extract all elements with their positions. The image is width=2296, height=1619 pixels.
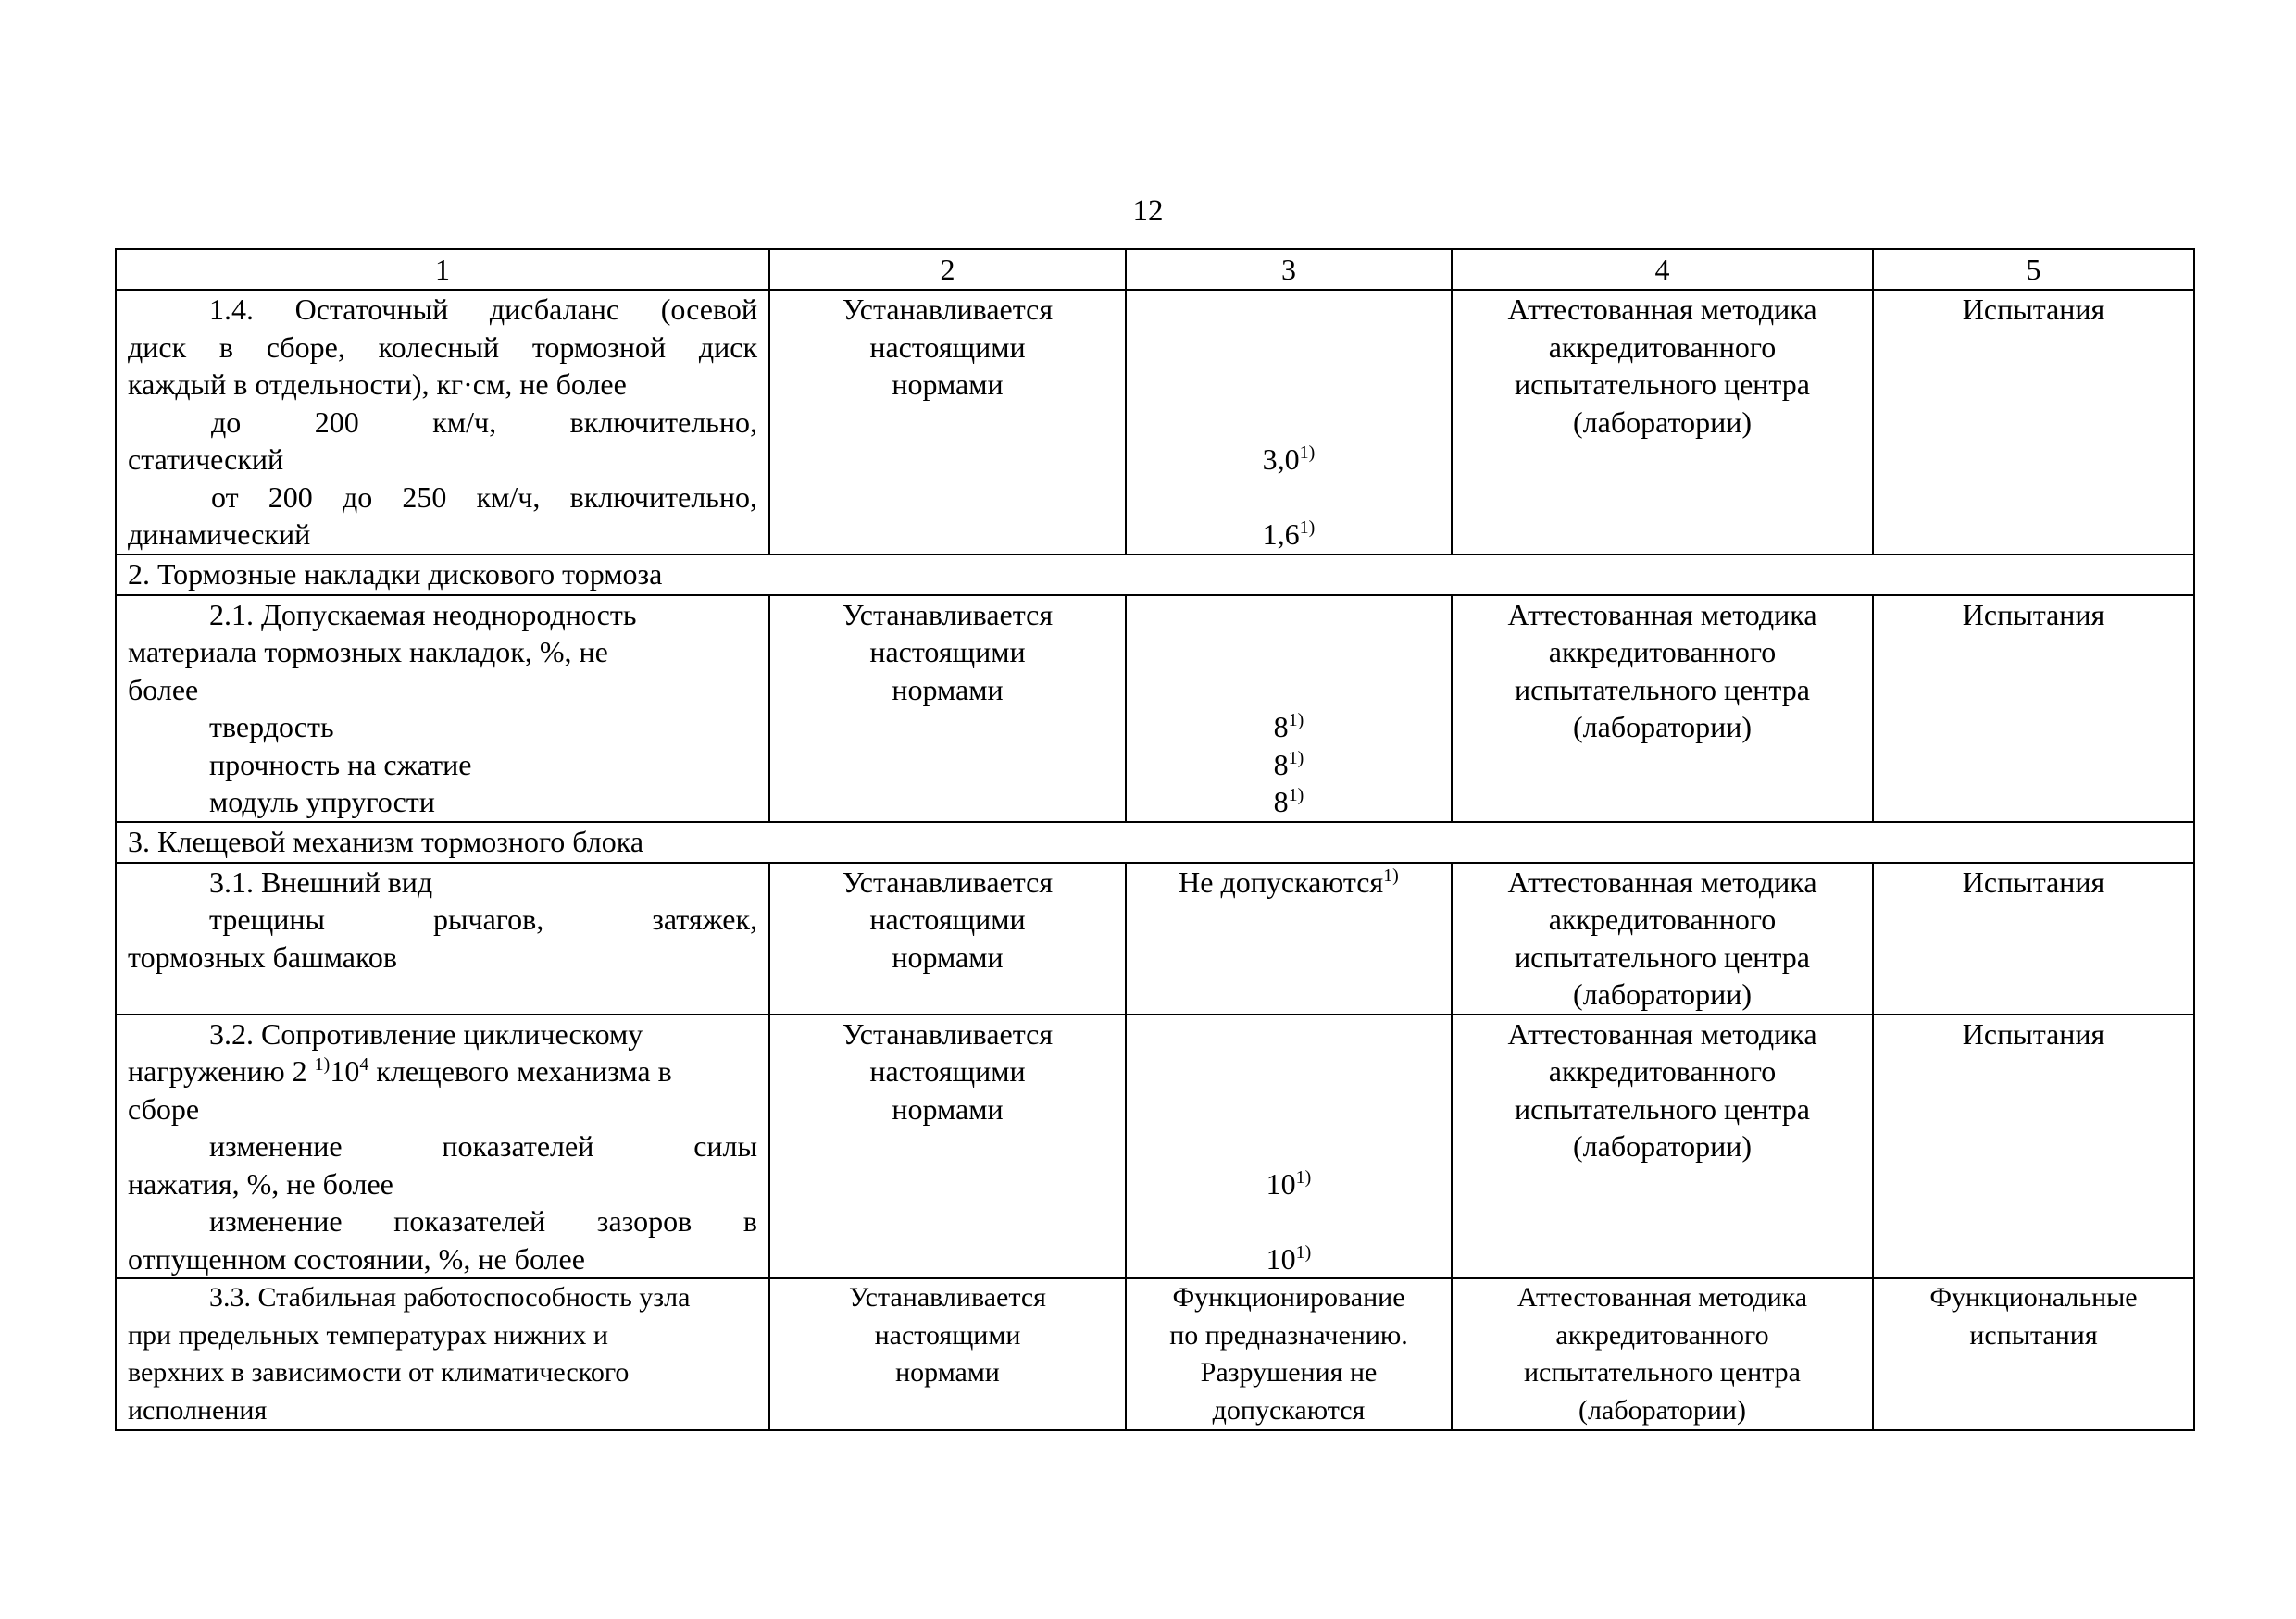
method-doc-line: испытательного центра (1515, 367, 1810, 401)
header-cell: 3 (1126, 249, 1452, 290)
norm-source-line: настоящими (874, 1319, 1021, 1351)
method-doc-line: Аттестованная методика (1516, 1282, 1808, 1313)
value-text: 8 (1273, 747, 1289, 781)
value-text: Не допускаются (1179, 865, 1384, 899)
method-doc-line: испытательного центра (1523, 1357, 1801, 1388)
param-line: верхних в зависимости от климатического (128, 1357, 630, 1388)
param-text: 10 (330, 1054, 360, 1088)
table-row (116, 1278, 2194, 1430)
param-line: материала тормозных накладок, %, не (128, 635, 608, 668)
table-row (116, 290, 2194, 554)
value-text: 3,0 (1262, 442, 1300, 476)
param-line: динамический (128, 517, 311, 551)
page-number: 12 (1132, 194, 1164, 228)
param-line: нажатия, %, не более (128, 1166, 393, 1201)
method-doc-line: Аттестованная методика (1507, 865, 1817, 899)
test-method-line: Функциональные (1929, 1282, 2138, 1313)
value-text: 10 (1266, 1166, 1296, 1201)
param-text: клещевого механизма в (368, 1054, 672, 1088)
param-line: 3.2. Сопротивление циклическому (209, 1016, 643, 1051)
method-doc-line: (лаборатории) (1573, 710, 1752, 743)
norm-source-line: Устанавливается (842, 1016, 1054, 1051)
value-line: допускаются (1212, 1394, 1366, 1426)
table-row (116, 863, 2194, 1015)
norm-source-line: нормами (895, 1357, 1000, 1388)
header-cell: 4 (1452, 249, 1873, 290)
method-doc-line: испытательного центра (1515, 1091, 1810, 1126)
param-line: 2.1. Допускаемая неоднородность (209, 597, 637, 631)
norms-table (115, 248, 2195, 1431)
method-doc-cell (1452, 863, 1873, 1015)
test-method-cell (1873, 863, 2194, 1015)
test-method-cell (1873, 1015, 2194, 1279)
test-method-cell (1873, 290, 2194, 554)
norm-source-line: нормами (892, 672, 1004, 706)
norm-source-cell (769, 595, 1126, 822)
param-cell (116, 863, 769, 1015)
test-method-line: испытания (1969, 1319, 2098, 1351)
method-doc-cell (1452, 1278, 1873, 1430)
header-cell: 5 (1873, 249, 2194, 290)
method-doc-line: аккредитованного (1555, 1319, 1769, 1351)
norm-source-cell (769, 290, 1126, 554)
param-line: изменение показателей силы (209, 1129, 757, 1163)
footnote-mark: 1) (1295, 1241, 1312, 1263)
method-doc-line: Аттестованная методика (1507, 597, 1817, 631)
method-doc-line: (лаборатории) (1573, 978, 1752, 1011)
norm-source-line: Устанавливается (842, 597, 1054, 631)
value-cell (1126, 595, 1452, 822)
value-cell (1126, 290, 1452, 554)
param-cell (116, 1278, 769, 1430)
norm-source-line: нормами (892, 367, 1004, 401)
footnote-mark: 1) (1288, 785, 1304, 805)
value-line (1138, 708, 1440, 746)
value-text: 8 (1273, 710, 1289, 743)
footnote-mark: 1) (1299, 517, 1316, 538)
param-line: прочность на сжатие (209, 747, 472, 781)
test-method-text: Испытания (1962, 597, 2105, 631)
param-cell (116, 290, 769, 554)
header-cell: 2 (769, 249, 1126, 290)
norm-source-line: настоящими (869, 635, 1026, 668)
value-cell (1126, 1015, 1452, 1279)
param-line: при предельных температурах нижних и (128, 1319, 608, 1351)
param-line: тормозных башмаков (128, 940, 397, 974)
param-line: изменение показателей зазоров в (209, 1204, 757, 1238)
footnote-mark: 1) (1288, 710, 1304, 730)
method-doc-line: Аттестованная методика (1507, 293, 1817, 326)
param-line: исполнения (128, 1394, 268, 1426)
value-cell (1126, 1278, 1452, 1430)
method-doc-cell (1452, 290, 1873, 554)
value-line (1138, 746, 1440, 784)
section-row (116, 822, 2194, 863)
param-line: 3.1. Внешний вид (209, 865, 433, 899)
value-line (1138, 1240, 1440, 1278)
norm-source-line: настоящими (869, 330, 1026, 364)
value-line (1138, 516, 1440, 554)
footnote-mark: 1) (314, 1054, 331, 1075)
norm-source-line: Устанавливается (842, 293, 1054, 326)
param-line: модуль упругости (209, 785, 435, 818)
method-doc-line: аккредитованного (1548, 1054, 1777, 1088)
method-doc-line: испытательного центра (1515, 940, 1810, 974)
method-doc-line: (лаборатории) (1573, 405, 1752, 439)
param-line: 3.3. Стабильная работоспособность узла (209, 1282, 691, 1313)
norm-source-line: нормами (892, 1091, 1004, 1126)
param-line (128, 1052, 757, 1090)
test-method-text: Испытания (1962, 865, 2105, 899)
footnote-mark: 1) (1288, 747, 1304, 768)
method-doc-line: (лаборатории) (1573, 1129, 1752, 1163)
section-title: 3. Клещевой механизм тормозного блока (116, 822, 2194, 863)
value-line (1138, 864, 1440, 902)
method-doc-line: испытательного центра (1515, 672, 1810, 706)
param-cell (116, 1015, 769, 1279)
param-line: 1.4. Остаточный дисбаланс (осевой (209, 293, 757, 326)
param-line: каждый в отдельности), кг·см, не более (128, 367, 627, 401)
param-cell (116, 595, 769, 822)
value-text: 1,6 (1262, 517, 1300, 551)
value-line: Функционирование (1172, 1282, 1405, 1313)
param-line: отпущенном состоянии, %, не более (128, 1241, 585, 1276)
method-doc-line: аккредитованного (1548, 903, 1777, 936)
param-line: более (128, 672, 199, 706)
test-method-text: Испытания (1962, 293, 2105, 326)
section-title: 2. Тормозные накладки дискового тормоза (116, 554, 2194, 595)
norm-source-cell (769, 1278, 1126, 1430)
norm-source-line: нормами (892, 940, 1004, 974)
norm-source-line: настоящими (869, 903, 1026, 936)
param-line: до 200 км/ч, включительно, (211, 405, 757, 439)
param-line: диск в сборе, колесный тормозной диск (128, 330, 757, 364)
method-doc-line: Аттестованная методика (1507, 1016, 1817, 1051)
method-doc-line: аккредитованного (1548, 635, 1777, 668)
norm-source-line: Устанавливается (842, 865, 1054, 899)
param-text: нагружению 2 (128, 1054, 315, 1088)
norm-source-cell (769, 1015, 1126, 1279)
footnote-mark: 1) (1299, 442, 1316, 463)
param-line: от 200 до 250 км/ч, включительно, (211, 479, 757, 514)
param-line: статический (128, 442, 284, 476)
test-method-cell (1873, 1278, 2194, 1430)
method-doc-cell (1452, 595, 1873, 822)
header-row (116, 249, 2194, 290)
table-row (116, 595, 2194, 822)
method-doc-line: (лаборатории) (1578, 1394, 1746, 1426)
test-method-cell (1873, 595, 2194, 822)
section-row (116, 554, 2194, 595)
header-cell: 1 (116, 249, 769, 290)
norm-source-cell (769, 863, 1126, 1015)
value-line: по предназначению. (1169, 1319, 1408, 1351)
param-line: трещины рычагов, затяжек, (209, 903, 757, 936)
value-line (1138, 1165, 1440, 1203)
norm-source-line: Устанавливается (849, 1282, 1046, 1313)
table-row (116, 1015, 2194, 1279)
method-doc-cell (1452, 1015, 1873, 1279)
value-line: Разрушения не (1200, 1357, 1378, 1388)
norm-source-line: настоящими (869, 1054, 1026, 1088)
method-doc-line: аккредитованного (1548, 330, 1777, 364)
footnote-mark: 1) (1383, 865, 1399, 886)
value-line (1138, 441, 1440, 479)
test-method-text: Испытания (1962, 1016, 2105, 1051)
exponent: 4 (359, 1054, 369, 1075)
value-text: 10 (1266, 1241, 1296, 1276)
value-line (1138, 783, 1440, 821)
param-line: твердость (209, 710, 334, 743)
footnote-mark: 1) (1295, 1166, 1312, 1188)
value-cell (1126, 863, 1452, 1015)
value-text: 8 (1273, 785, 1289, 818)
param-line: сборе (128, 1091, 200, 1126)
